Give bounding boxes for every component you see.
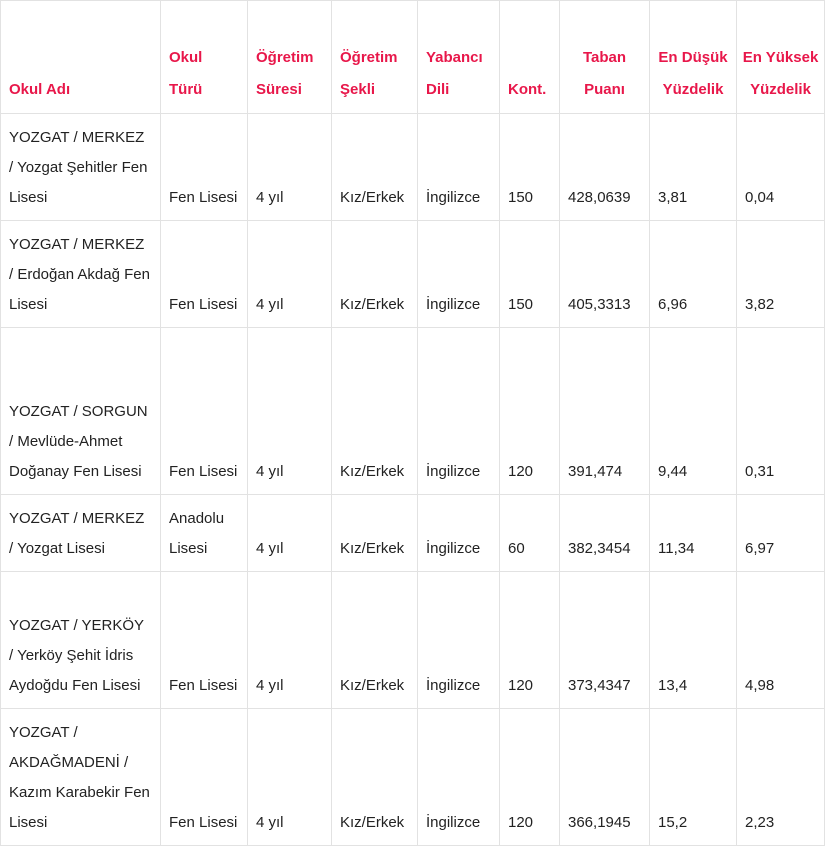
cell-en-dusuk-yuzdelik: 9,44 <box>650 328 737 495</box>
cell-kont: 120 <box>500 572 560 709</box>
cell-ogretim-sekli: Kız/Erkek <box>332 495 418 572</box>
header-ogretim-suresi: Öğretim Süresi <box>248 1 332 114</box>
table-row <box>1 572 825 709</box>
cell-en-yuksek-yuzdelik: 2,23 <box>737 709 825 846</box>
cell-kont: 120 <box>500 709 560 846</box>
header-yabanci-dili: Yabancı Dili <box>418 1 500 114</box>
cell-en-yuksek-yuzdelik: 6,97 <box>737 495 825 572</box>
cell-kont: 120 <box>500 328 560 495</box>
cell-yabanci-dili: İngilizce <box>418 495 500 572</box>
cell-en-yuksek-yuzdelik: 4,98 <box>737 572 825 709</box>
cell-yabanci-dili: İngilizce <box>418 709 500 846</box>
table-body <box>1 114 825 846</box>
cell-ogretim-sekli: Kız/Erkek <box>332 709 418 846</box>
cell-ogretim-suresi: 4 yıl <box>248 114 332 221</box>
cell-okul-adi: YOZGAT / MERKEZ / Yozgat Şehitler Fen Lisesi <box>1 114 161 221</box>
cell-taban-puani: 382,3454 <box>560 495 650 572</box>
table-header <box>1 1 825 114</box>
header-okul-turu: Okul Türü <box>161 1 248 114</box>
cell-ogretim-sekli: Kız/Erkek <box>332 572 418 709</box>
table-row <box>1 221 825 328</box>
cell-ogretim-sekli: Kız/Erkek <box>332 221 418 328</box>
cell-kont: 150 <box>500 114 560 221</box>
cell-ogretim-suresi: 4 yıl <box>248 221 332 328</box>
cell-taban-puani: 391,474 <box>560 328 650 495</box>
cell-taban-puani: 366,1945 <box>560 709 650 846</box>
cell-ogretim-suresi: 4 yıl <box>248 495 332 572</box>
cell-okul-turu: Fen Lisesi <box>161 709 248 846</box>
cell-ogretim-suresi: 4 yıl <box>248 572 332 709</box>
cell-okul-turu: Fen Lisesi <box>161 221 248 328</box>
cell-yabanci-dili: İngilizce <box>418 221 500 328</box>
header-row <box>1 1 825 114</box>
header-okul-adi: Okul Adı <box>1 1 161 114</box>
cell-okul-adi: YOZGAT / MERKEZ / Erdoğan Akdağ Fen Lisesi <box>1 221 161 328</box>
header-ogretim-sekli: Öğretim Şekli <box>332 1 418 114</box>
cell-ogretim-sekli: Kız/Erkek <box>332 328 418 495</box>
cell-en-dusuk-yuzdelik: 3,81 <box>650 114 737 221</box>
cell-en-yuksek-yuzdelik: 0,31 <box>737 328 825 495</box>
cell-en-yuksek-yuzdelik: 0,04 <box>737 114 825 221</box>
cell-okul-turu: Fen Lisesi <box>161 572 248 709</box>
cell-en-dusuk-yuzdelik: 6,96 <box>650 221 737 328</box>
cell-kont: 150 <box>500 221 560 328</box>
header-taban-puani: Taban Puanı <box>560 1 650 114</box>
cell-okul-adi: YOZGAT / MERKEZ / Yozgat Lisesi <box>1 495 161 572</box>
cell-ogretim-suresi: 4 yıl <box>248 709 332 846</box>
table-row <box>1 709 825 846</box>
cell-okul-turu: Fen Lisesi <box>161 114 248 221</box>
header-kont: Kont. <box>500 1 560 114</box>
table-row <box>1 328 825 495</box>
cell-okul-adi: YOZGAT / SORGUN / Mevlüde-Ahmet Doğanay Fen Lisesi <box>1 328 161 495</box>
table-row <box>1 495 825 572</box>
cell-en-yuksek-yuzdelik: 3,82 <box>737 221 825 328</box>
cell-ogretim-suresi: 4 yıl <box>248 328 332 495</box>
table-row <box>1 114 825 221</box>
cell-okul-adi: YOZGAT / AKDAĞMADENİ / Kazım Karabekir Fen Lisesi <box>1 709 161 846</box>
cell-okul-turu: Fen Lisesi <box>161 328 248 495</box>
cell-en-dusuk-yuzdelik: 11,34 <box>650 495 737 572</box>
cell-taban-puani: 428,0639 <box>560 114 650 221</box>
cell-en-dusuk-yuzdelik: 13,4 <box>650 572 737 709</box>
cell-yabanci-dili: İngilizce <box>418 328 500 495</box>
header-en-dusuk-yuzdelik: En Düşük Yüzdelik <box>650 1 737 114</box>
cell-kont: 60 <box>500 495 560 572</box>
cell-yabanci-dili: İngilizce <box>418 114 500 221</box>
cell-okul-turu: Anadolu Lisesi <box>161 495 248 572</box>
cell-okul-adi: YOZGAT / YERKÖY / Yerköy Şehit İdris Aydoğdu Fen Lisesi <box>1 572 161 709</box>
cell-yabanci-dili: İngilizce <box>418 572 500 709</box>
cell-en-dusuk-yuzdelik: 15,2 <box>650 709 737 846</box>
cell-ogretim-sekli: Kız/Erkek <box>332 114 418 221</box>
cell-taban-puani: 405,3313 <box>560 221 650 328</box>
cell-taban-puani: 373,4347 <box>560 572 650 709</box>
header-en-yuksek-yuzdelik: En Yüksek Yüzdelik <box>737 1 825 114</box>
